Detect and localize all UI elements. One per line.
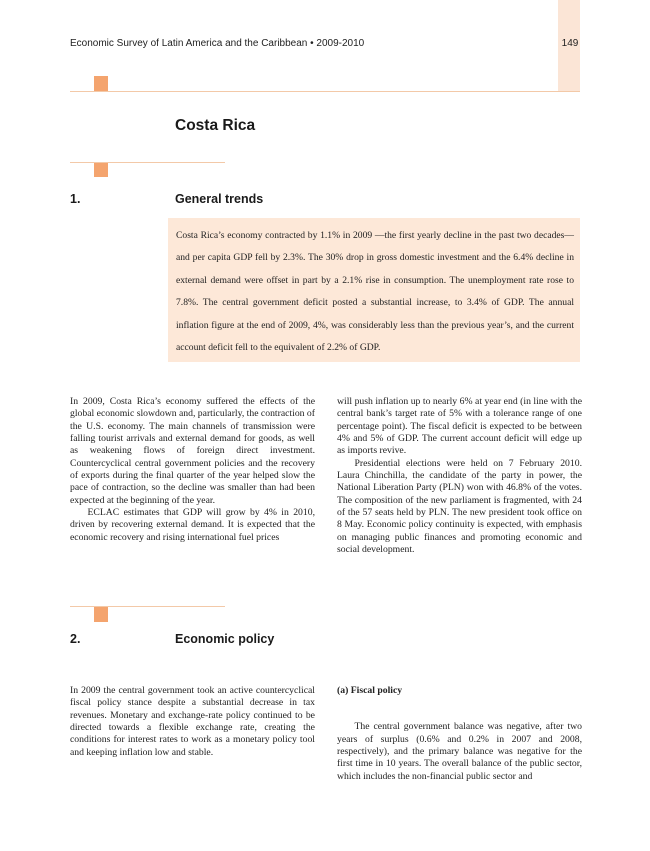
summary-text: Costa Rica’s economy contracted by 1.1% in 2009 —the first yearly decline in the past two decades— and per capita GDP fell by 2.3%. The 30% drop in gross domestic investment and the 6.4% decline in external demand were offset in part by a 2.1% rise in consumption. The unemployment rate rose to 7.8%. The central government deficit posted a substantial increase, to 3.4% of GDP. The annual inflation figure at the end of 2009, 4%, was considerably less than the previous year’s, and the current account deficit fell to the equivalent of 2.2% of GDP. [176,230,574,354]
body-paragraph: The central government balance was negative, after two years of surplus (0.6% and 0.2% in 2007 and 2008, respectively), and the primary balance was negative for the first time in 10 years. The overall balance of the public sector, which includes the non-financial public sector and [337,721,582,782]
title-accent-square [94,163,108,177]
section-1-number: 1. [70,192,81,206]
body-paragraph: Presidential elections were held on 7 February 2010. Laura Chinchilla, the candidate of the party in power, the National Liberation Party (PLN) won with 46.8% of the votes. The composition of the new parliament is fragmented, with 24 of the 57 seats held by PLN. The new president took office on 8 May. Economic policy continuity is expected, with emphasis on managing public finances and promoting economic and social development. [337,457,582,556]
chapter-title: Costa Rica [175,117,256,134]
section-1-title: General trends [175,192,264,206]
summary-box [168,218,580,362]
section-1-right-column [337,396,582,556]
running-head: Economic Survey of Latin America and the Caribbean • 2009-2010 [70,38,365,49]
body-paragraph: ECLAC estimates that GDP will grow by 4% in 2010, driven by recovering external demand. It is expected that the economic recovery and rising international fuel prices [70,507,315,543]
body-paragraph: will push inflation up to nearly 6% at year end (in line with the central bank’s target rate of 5% with a tolerance range of one percentage point). The fiscal deficit is expected to be between 4% and 5% of GDP. The current account deficit will edge up as imports revive. [337,396,582,457]
section-2-accent-square [94,607,108,622]
subsection-heading: (a) Fiscal policy [337,685,403,696]
section-1-left-column [70,396,315,544]
section-2-number: 2. [70,632,81,646]
body-paragraph: In 2009, Costa Rica’s economy suffered the effects of the global economic slowdown and, particularly, the contraction of the U.S. economy. The main channels of transmission were falling tourist arrivals and external demand for goods, as well as weakening flows of foreign direct investment. Countercyclical central government policies and the recovery of exports during the final quarter of the year helped slow the pace of contraction, so the decline was smaller than had been expected at the beginning of the year. [70,396,315,506]
header-accent-square [94,76,108,91]
page-number: 149 [561,38,579,49]
header-rule [70,91,580,92]
body-paragraph: In 2009 the central government took an active countercyclical fiscal policy stance despite a substantial decrease in tax revenues. Monetary and exchange-rate policy continued to be directed towards a flexible exchange rate, creating the conditions for interest rates to work as a monetary policy tool and keeping inflation low and stable. [70,685,315,758]
section-2-left-column [70,685,315,759]
section-2-right-column [337,685,582,783]
section-2-title: Economic policy [175,632,275,646]
